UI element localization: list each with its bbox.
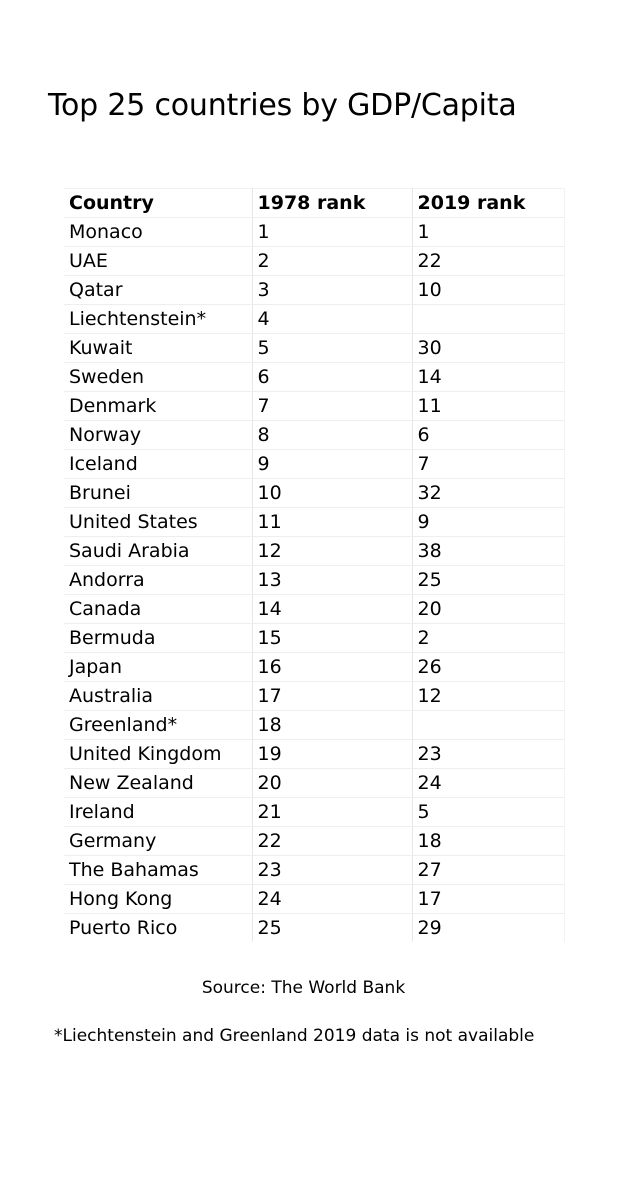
rank-1978-cell: 11 (252, 508, 412, 537)
rank-2019-cell: 11 (412, 392, 564, 421)
rank-2019-cell: 24 (412, 769, 564, 798)
country-cell: Iceland (64, 450, 252, 479)
rank-2019-cell: 12 (412, 682, 564, 711)
rank-2019-cell: 2 (412, 624, 564, 653)
rank-1978-cell: 22 (252, 827, 412, 856)
rank-1978-cell: 7 (252, 392, 412, 421)
rank-1978-cell: 9 (252, 450, 412, 479)
country-cell: Norway (64, 421, 252, 450)
rank-2019-cell: 7 (412, 450, 564, 479)
rank-1978-cell: 15 (252, 624, 412, 653)
rank-2019-cell: 14 (412, 363, 564, 392)
column-header-country: Country (64, 189, 252, 218)
rank-1978-cell: 13 (252, 566, 412, 595)
rank-1978-cell: 23 (252, 856, 412, 885)
table-row (64, 769, 564, 798)
rank-1978-cell: 6 (252, 363, 412, 392)
rank-1978-cell: 25 (252, 914, 412, 943)
table-header-row (64, 189, 564, 218)
table-row (64, 363, 564, 392)
country-cell: United States (64, 508, 252, 537)
rank-1978-cell: 14 (252, 595, 412, 624)
table-row (64, 276, 564, 305)
country-cell: Bermuda (64, 624, 252, 653)
rank-1978-cell: 21 (252, 798, 412, 827)
country-cell: Sweden (64, 363, 252, 392)
table-row (64, 798, 564, 827)
rank-2019-cell: 23 (412, 740, 564, 769)
rank-1978-cell: 16 (252, 653, 412, 682)
country-cell: Hong Kong (64, 885, 252, 914)
rank-2019-cell: 20 (412, 595, 564, 624)
rank-2019-cell: 32 (412, 479, 564, 508)
rank-1978-cell: 10 (252, 479, 412, 508)
table-row (64, 885, 564, 914)
table-row (64, 537, 564, 566)
country-cell: Ireland (64, 798, 252, 827)
country-cell: Denmark (64, 392, 252, 421)
table-row (64, 392, 564, 421)
rank-1978-cell: 18 (252, 711, 412, 740)
country-cell: United Kingdom (64, 740, 252, 769)
table-row (64, 450, 564, 479)
rank-1978-cell: 8 (252, 421, 412, 450)
country-cell: Andorra (64, 566, 252, 595)
country-cell: Qatar (64, 276, 252, 305)
rank-2019-cell: 9 (412, 508, 564, 537)
rank-2019-cell: 30 (412, 334, 564, 363)
rank-2019-cell: 5 (412, 798, 564, 827)
rank-1978-cell: 5 (252, 334, 412, 363)
footnote: *Liechtenstein and Greenland 2019 data is not available (54, 1026, 535, 1046)
rank-1978-cell: 24 (252, 885, 412, 914)
table-row (64, 247, 564, 276)
table-row (64, 595, 564, 624)
rank-1978-cell: 19 (252, 740, 412, 769)
table-row (64, 566, 564, 595)
table-row (64, 711, 564, 740)
table-row (64, 421, 564, 450)
country-cell: The Bahamas (64, 856, 252, 885)
rank-1978-cell: 17 (252, 682, 412, 711)
table-row (64, 508, 564, 537)
rank-2019-cell: 10 (412, 276, 564, 305)
column-header-1978-rank: 1978 rank (252, 189, 412, 218)
rank-1978-cell: 1 (252, 218, 412, 247)
table-row (64, 856, 564, 885)
country-cell: Brunei (64, 479, 252, 508)
rank-2019-cell: 1 (412, 218, 564, 247)
country-cell: Greenland* (64, 711, 252, 740)
table-row (64, 218, 564, 247)
table-row (64, 827, 564, 856)
rank-2019-cell: 26 (412, 653, 564, 682)
table-row (64, 740, 564, 769)
table-row (64, 682, 564, 711)
country-cell: Germany (64, 827, 252, 856)
rank-1978-cell: 4 (252, 305, 412, 334)
country-cell: Monaco (64, 218, 252, 247)
country-cell: UAE (64, 247, 252, 276)
table-row (64, 305, 564, 334)
country-cell: Liechtenstein* (64, 305, 252, 334)
rank-2019-cell: 38 (412, 537, 564, 566)
country-cell: Kuwait (64, 334, 252, 363)
rank-1978-cell: 2 (252, 247, 412, 276)
page-title: Top 25 countries by GDP/Capita (48, 88, 517, 123)
country-cell: Canada (64, 595, 252, 624)
column-header-2019-rank: 2019 rank (412, 189, 564, 218)
country-cell: New Zealand (64, 769, 252, 798)
rank-1978-cell: 3 (252, 276, 412, 305)
table-row (64, 479, 564, 508)
rank-2019-cell: 25 (412, 566, 564, 595)
source-note: Source: The World Bank (201, 978, 406, 998)
table-row (64, 334, 564, 363)
country-cell: Saudi Arabia (64, 537, 252, 566)
rank-2019-cell: 22 (412, 247, 564, 276)
rank-2019-cell (412, 711, 564, 740)
rank-2019-cell: 29 (412, 914, 564, 943)
rank-2019-cell (412, 305, 564, 334)
rank-2019-cell: 6 (412, 421, 564, 450)
country-cell: Japan (64, 653, 252, 682)
table-body (64, 218, 564, 943)
ranking-table (64, 188, 565, 942)
rank-1978-cell: 12 (252, 537, 412, 566)
table-row (64, 914, 564, 943)
country-cell: Puerto Rico (64, 914, 252, 943)
table-row (64, 624, 564, 653)
rank-2019-cell: 27 (412, 856, 564, 885)
table-row (64, 653, 564, 682)
country-cell: Australia (64, 682, 252, 711)
rank-2019-cell: 17 (412, 885, 564, 914)
rank-2019-cell: 18 (412, 827, 564, 856)
rank-1978-cell: 20 (252, 769, 412, 798)
